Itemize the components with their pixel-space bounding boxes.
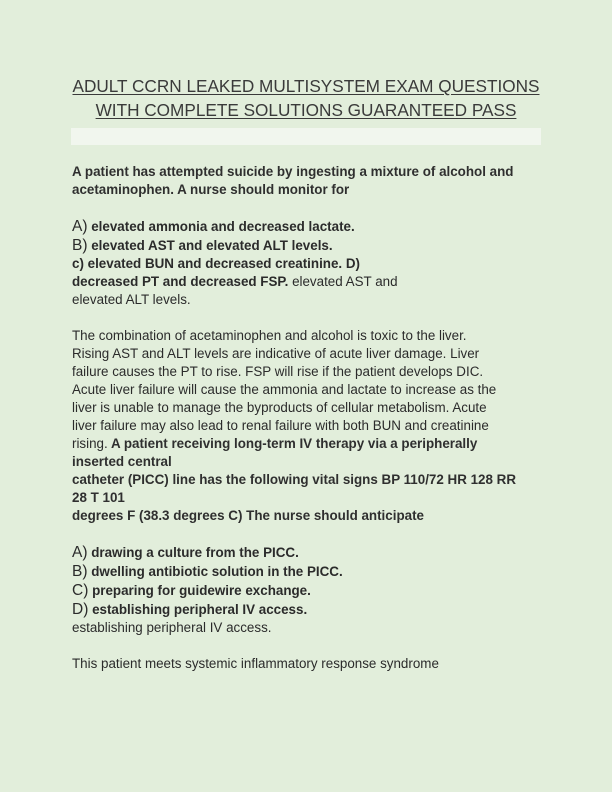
question-2-option-c: C) preparing for guidewire exchange. xyxy=(72,582,311,599)
title-divider-band xyxy=(71,128,541,145)
question-1-answer: elevated AST and xyxy=(288,274,398,289)
title-line-2: WITH COMPLETE SOLUTIONS GUARANTEED PASS xyxy=(95,100,517,120)
question-2-options xyxy=(72,543,552,637)
question-2-stem-start: A patient receiving long-term IV therapy via a peripherally xyxy=(107,436,478,451)
question-1-stem-line-1: A patient has attempted suicide by ingesting a mixture of alcohol and xyxy=(72,164,514,179)
question-1-rationale: The combination of acetaminophen and alcohol is toxic to the liver. Rising AST and ALT levels are indicative of acute liver damage. Liver failure causes the PT to rise. FSP will rise if the patient develops DIC. Acute liver failure will cause the ammonia and lactate to increase as the liver is unable to manage the byproducts of cellular metabolism. Acute liver failure may also lead to renal failure with both BUN and creatinine rising. A patient receiving long-term IV therapy via a peripherally xyxy=(72,327,552,453)
rationale-last-line-with-question-2: rising. A patient receiving long-term IV therapy via a peripherally xyxy=(72,436,478,451)
question-2-stem: inserted central catheter (PICC) line has the following vital signs BP 110/72 HR 128 RR 28 T 101 degrees F (38.3 degrees C) The nurse should anticipate xyxy=(72,454,517,523)
question-1-option-a: A) elevated ammonia and decreased lactate. xyxy=(72,218,355,235)
question-2-answer: establishing peripheral IV access. xyxy=(72,620,272,635)
question-2-option-b: B) dwelling antibiotic solution in the PICC. xyxy=(72,563,343,580)
question-2-option-d: D) establishing peripheral IV access. xyxy=(72,601,308,618)
question-1-option-b: B) elevated AST and elevated ALT levels. xyxy=(72,237,333,254)
question-1-option-d-and-answer: decreased PT and decreased FSP. elevated AST and xyxy=(72,274,398,289)
question-1-options xyxy=(72,217,552,309)
question-1-stem-line-2: acetaminophen. A nurse should monitor for xyxy=(72,182,350,197)
question-1-stem xyxy=(72,163,552,199)
document-body xyxy=(72,163,552,673)
question-1-answer-cont: elevated ALT levels. xyxy=(72,292,191,307)
title-line-1: ADULT CCRN LEAKED MULTISYSTEM EXAM QUESTIONS xyxy=(72,76,540,96)
footer-rationale-text: This patient meets systemic inflammatory response syndrome xyxy=(72,656,439,671)
document-title xyxy=(60,74,552,122)
question-1-option-c: c) elevated BUN and decreased creatinine. D) xyxy=(72,256,361,271)
question-2-option-a: A) drawing a culture from the PICC. xyxy=(72,544,299,561)
